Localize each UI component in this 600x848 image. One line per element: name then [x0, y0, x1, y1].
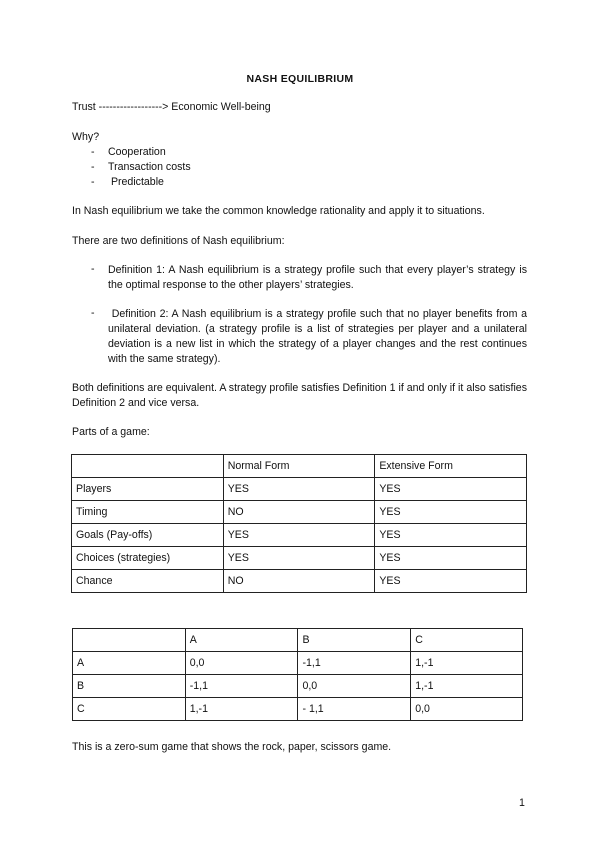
- table-cell: 0,0: [185, 652, 298, 675]
- why-item-transaction-costs: Transaction costs: [108, 161, 191, 173]
- table-cell: Players: [72, 478, 224, 501]
- table-cell: B: [298, 629, 411, 652]
- table-cell: A: [73, 652, 186, 675]
- table-cell: 1,-1: [185, 698, 298, 721]
- page-title: NASH EQUILIBRIUM: [246, 73, 354, 85]
- page-number: 1: [519, 797, 525, 809]
- table-cell: Choices (strategies): [72, 547, 224, 570]
- table-cell: YES: [375, 570, 527, 593]
- table-cell: C: [73, 698, 186, 721]
- parts-of-game-table: [71, 454, 527, 593]
- table-cell: YES: [375, 524, 527, 547]
- bullet-dash: -: [91, 307, 95, 319]
- why-heading: Why?: [72, 131, 100, 143]
- table-cell: YES: [375, 547, 527, 570]
- table-cell: - 1,1: [298, 698, 411, 721]
- definition-1: Definition 1: A Nash equilibrium is a strategy profile such that every player’s strategy is the optimal response to the other players’ strategies.: [108, 264, 527, 291]
- trust-line: Trust ------------------> Economic Well-being: [72, 101, 271, 113]
- table-cell: [72, 455, 224, 478]
- table-cell: C: [411, 629, 523, 652]
- table-cell: YES: [375, 478, 527, 501]
- table-cell: -1,1: [185, 675, 298, 698]
- table-cell: -1,1: [298, 652, 411, 675]
- table-row: [73, 652, 523, 675]
- table-cell: NO: [223, 501, 375, 524]
- table-cell: Normal Form: [223, 455, 375, 478]
- bullet-dash: -: [91, 161, 95, 173]
- table-cell: YES: [223, 524, 375, 547]
- table-row: [73, 698, 523, 721]
- table-cell: [73, 629, 186, 652]
- definition-2: Definition 2: A Nash equilibrium is a strategy profile such that no player benefits from a unilateral deviation. (a strategy profile is a list of strategies per player and a unilateral deviation is a new list in which the strategy of a player changes and the rest continues with the same strategy).: [108, 308, 530, 365]
- table-cell: NO: [223, 570, 375, 593]
- table-cell: 1,-1: [411, 675, 523, 698]
- definitions-intro: There are two definitions of Nash equilibrium:: [72, 235, 285, 247]
- table-cell: 0,0: [411, 698, 523, 721]
- table-cell: YES: [223, 547, 375, 570]
- why-item-cooperation: Cooperation: [108, 146, 166, 158]
- table-cell: Timing: [72, 501, 224, 524]
- table-cell: 1,-1: [411, 652, 523, 675]
- bullet-dash: -: [91, 263, 95, 275]
- table-cell: YES: [223, 478, 375, 501]
- table-row: [72, 501, 527, 524]
- table-cell: B: [73, 675, 186, 698]
- table-row: [72, 524, 527, 547]
- bullet-dash: -: [91, 146, 95, 158]
- table-row: [73, 675, 523, 698]
- payoff-matrix-table: [72, 628, 523, 721]
- parts-heading: Parts of a game:: [72, 426, 150, 438]
- closing-paragraph: This is a zero-sum game that shows the rock, paper, scissors game.: [72, 741, 392, 753]
- table-header-row: [73, 629, 523, 652]
- table-cell: Extensive Form: [375, 455, 527, 478]
- table-row: [72, 478, 527, 501]
- table-cell: Chance: [72, 570, 224, 593]
- table-cell: 0,0: [298, 675, 411, 698]
- equivalence-paragraph: Both definitions are equivalent. A strategy profile satisfies Definition 1 if and only if it also satisfies Definition 2 and vice versa.: [72, 382, 527, 409]
- table-header-row: [72, 455, 527, 478]
- intro-paragraph: In Nash equilibrium we take the common knowledge rationality and apply it to situations.: [72, 205, 485, 217]
- table-cell: Goals (Pay-offs): [72, 524, 224, 547]
- bullet-dash: -: [91, 176, 95, 188]
- table-row: [72, 570, 527, 593]
- why-item-predictable: Predictable: [108, 176, 164, 188]
- table-cell: A: [185, 629, 298, 652]
- table-cell: YES: [375, 501, 527, 524]
- table-row: [72, 547, 527, 570]
